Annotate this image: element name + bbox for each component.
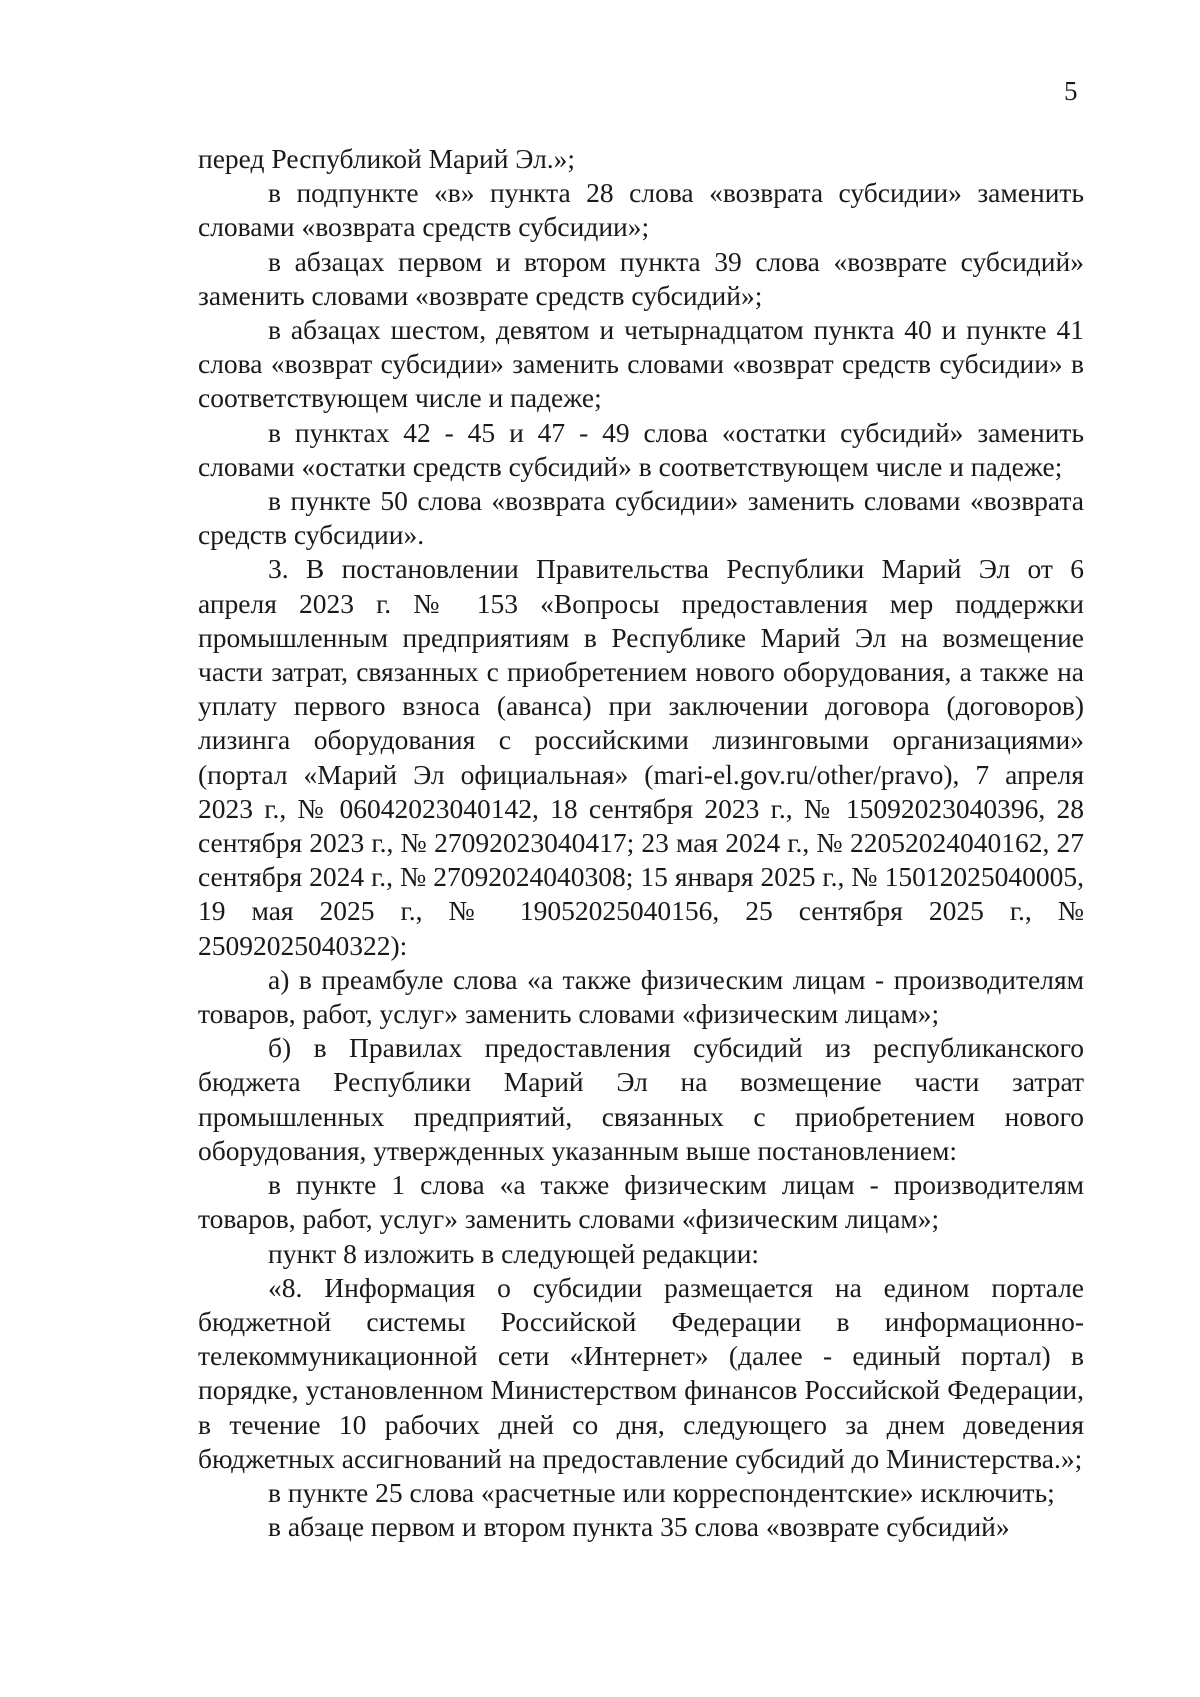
paragraph: «8. Информация о субсидии размещается на едином портале бюджетной системы Российской Федерации в информационно-телекоммуникационной сети «Интернет» (далее - единый портал) в порядке, установленном Министерством финансов Российской Федерации, в течение 10 рабочих дней со дня, следующего за днем доведения бюджетных ассигнований на предоставление субсидий до Министерства.»; xyxy=(198,1271,1084,1474)
paragraph: а) в преамбуле слова «а также физическим лицам - производителям товаров, работ, услуг» заменить словами «физическим лицам»; xyxy=(198,963,1084,1030)
paragraph: 3. В постановлении Правительства Республики Марий Эл от 6 апреля 2023 г. № 153 «Вопросы предоставления мер поддержки промышленным предприятиям в Республике Марий Эл на возмещение части затрат, связанных с приобретением нового оборудования, а также на уплату первого взноса (аванса) при заключении договора (договоров) лизинга оборудования с российскими лизинговыми организациями» (портал «Марий Эл официальная» (mari-el.gov.ru/other/pravo), 7 апреля 2023 г., № 06042023040142, 18 сентября 2023 г., № 15092023040396, 28 сентября 2023 г., № 27092023040417; 23 мая 2024 г., № 22052024040162, 27 сентября 2024 г., № 27092024040308; 15 января 2025 г., № 15012025040005, 19 мая 2025 г., № 19052025040156, 25 сентября 2025 г., № 25092025040322): xyxy=(198,553,1084,961)
page-number: 5 xyxy=(1064,76,1078,106)
paragraph: в абзацах первом и втором пункта 39 слова «возврате субсидий» заменить словами «возврате средств субсидий»; xyxy=(198,245,1084,311)
paragraph: в абзацах шестом, девятом и четырнадцатом пункта 40 и пункте 41 слова «возврат субсидии» заменить словами «возврат средств субсидии» в соответствующем числе и падеже; xyxy=(198,314,1084,414)
paragraph: б) в Правилах предоставления субсидий из республиканского бюджета Республики Марий Эл на возмещение части затрат промышленных предприятий, связанных с приобретением нового оборудования, утвержденных указанным выше постановлением: xyxy=(198,1032,1084,1166)
paragraph: в подпункте «в» пункта 28 слова «возврата субсидии» заменить словами «возврата средств субсидии»; xyxy=(198,177,1084,243)
document-body xyxy=(198,142,1084,1544)
paragraph: в пунктах 42 - 45 и 47 - 49 слова «остатки субсидий» заменить словами «остатки средств субсидий» в соответствующем числе и падеже; xyxy=(198,416,1084,482)
paragraph: в абзаце первом и втором пункта 35 слова «возврате субсидий» xyxy=(268,1511,1010,1543)
paragraph: в пункте 50 слова «возврата субсидии» заменить словами «возврата средств субсидии». xyxy=(198,485,1084,551)
paragraph: пункт 8 изложить в следующей редакции: xyxy=(268,1237,760,1269)
paragraph: в пункте 1 слова «а также физическим лицам - производителям товаров, работ, услуг» заменить словами «физическим лицам»; xyxy=(198,1169,1084,1235)
paragraph: перед Республикой Марий Эл.»; xyxy=(198,143,576,174)
paragraph: в пункте 25 слова «расчетные или корреспондентские» исключить; xyxy=(268,1476,1055,1508)
